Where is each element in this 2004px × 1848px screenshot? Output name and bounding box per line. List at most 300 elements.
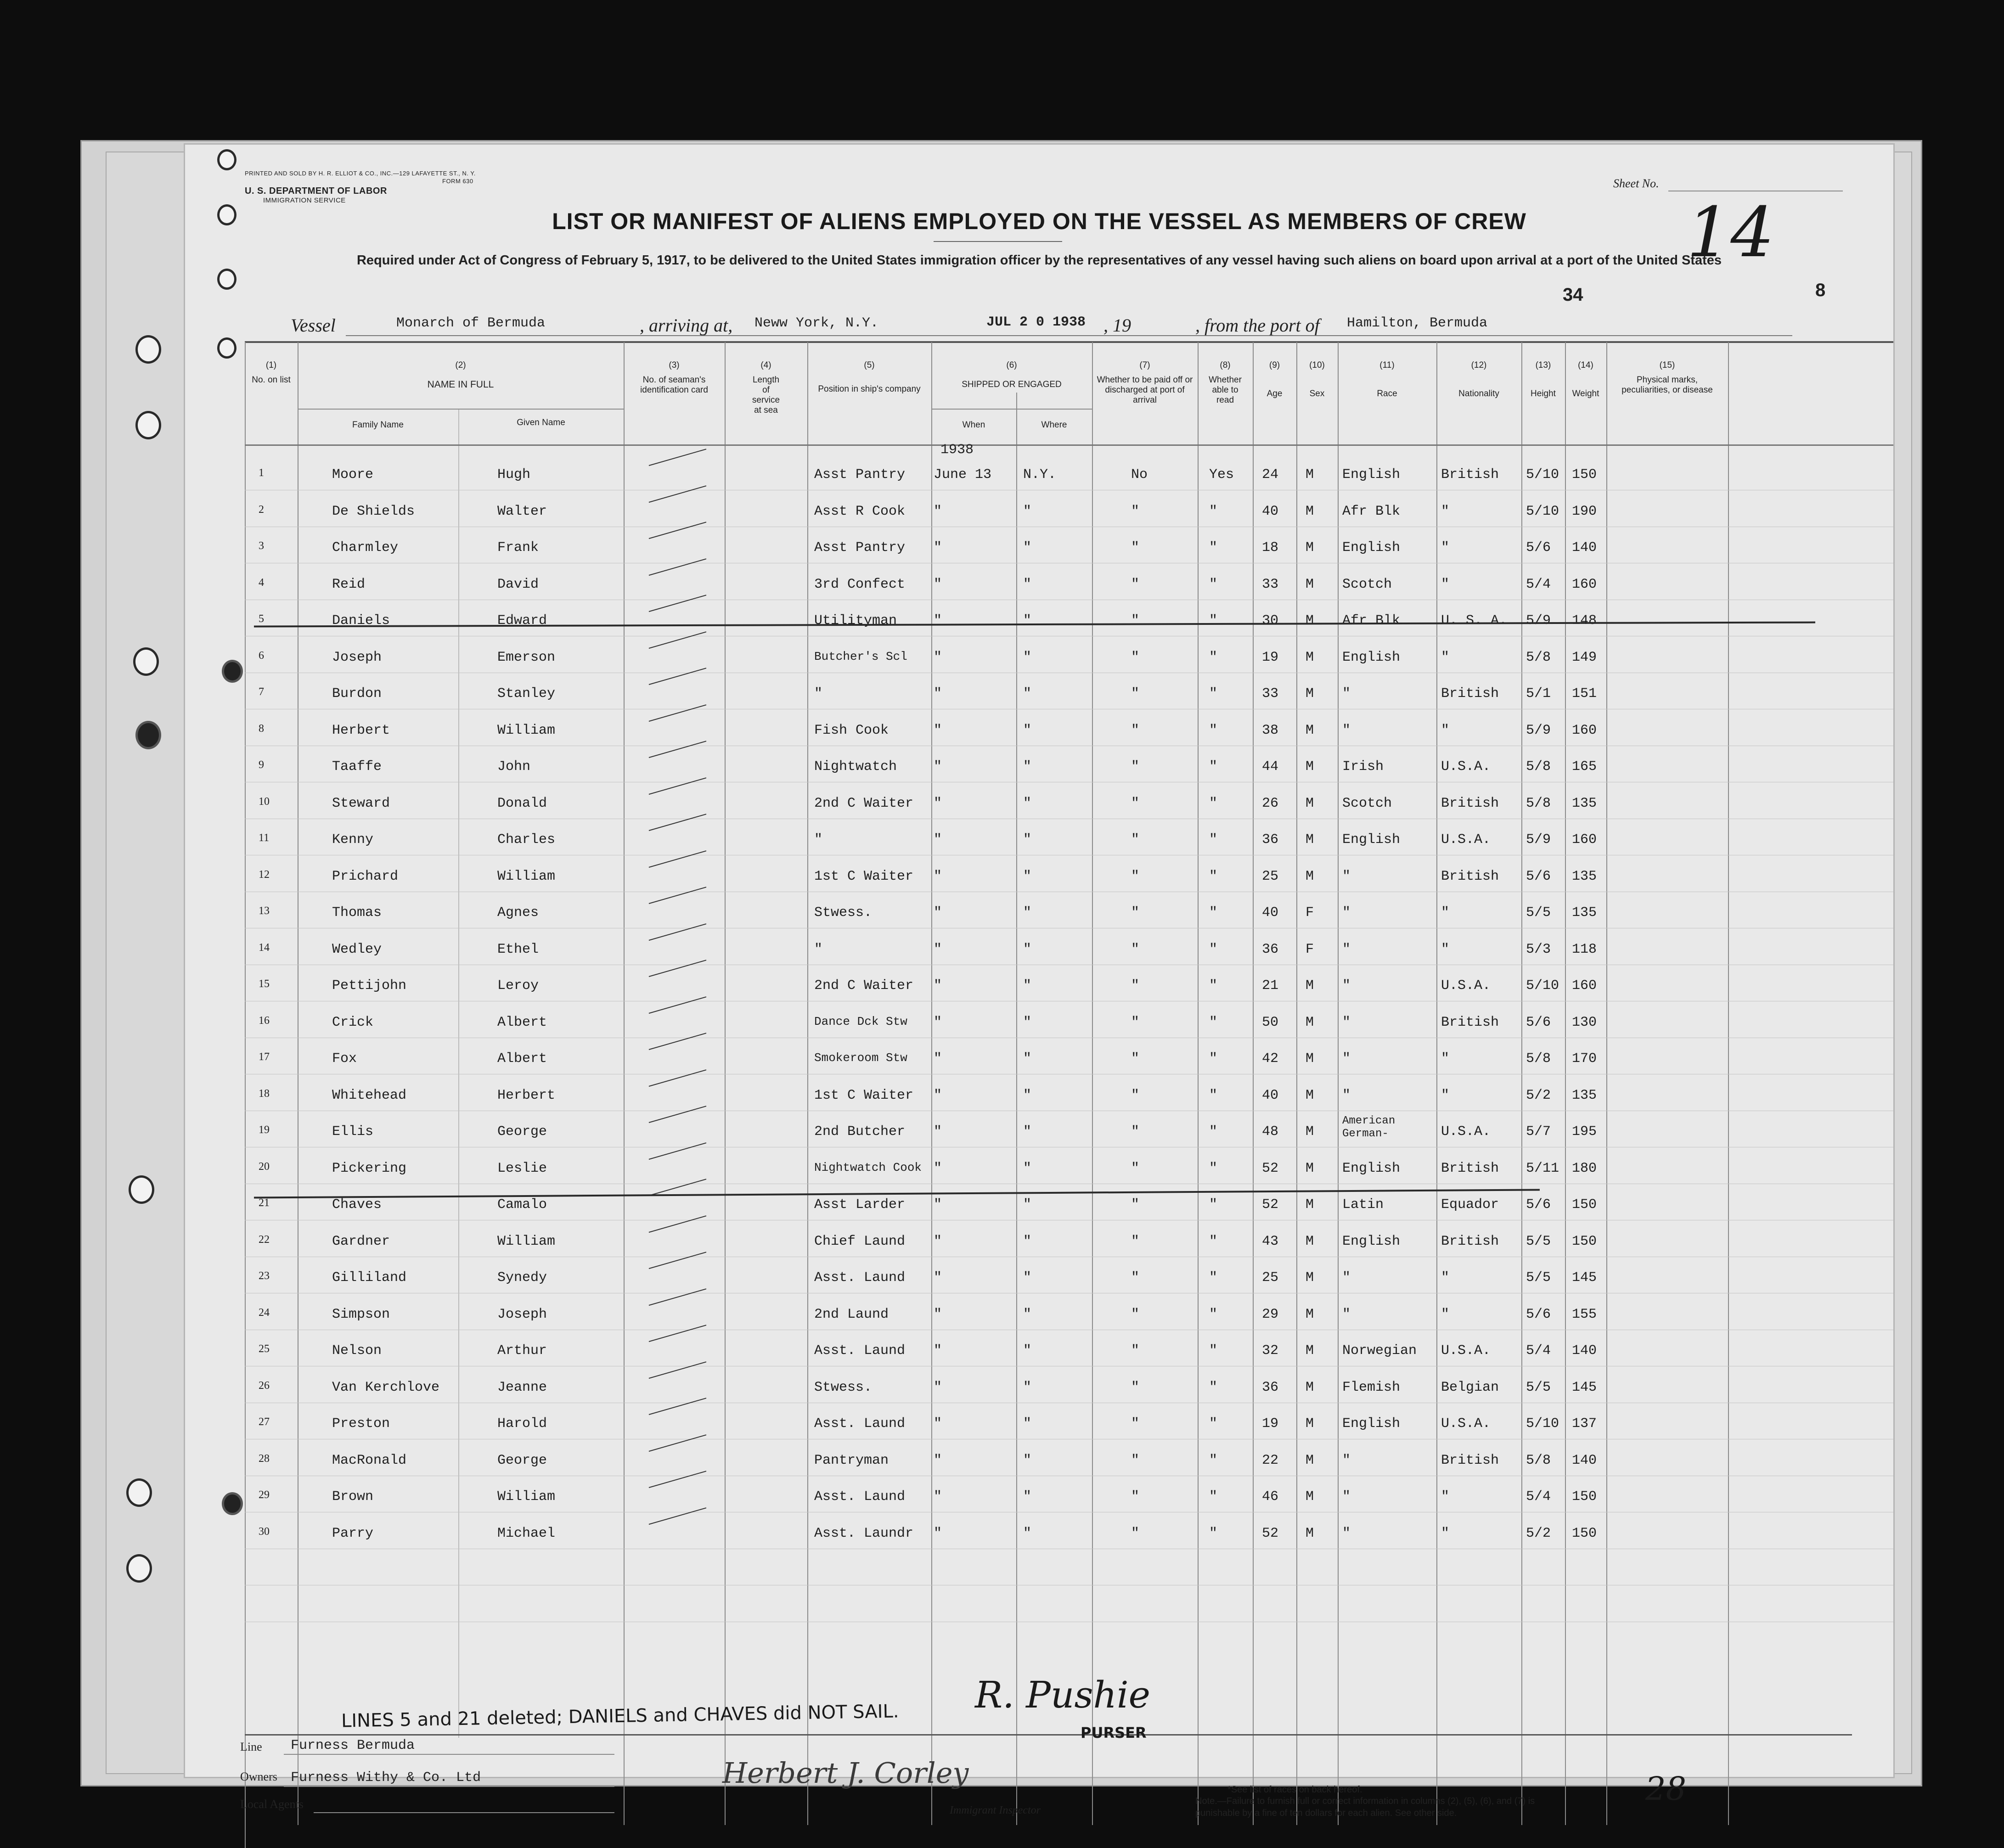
age: 52: [1262, 1160, 1279, 1176]
position: Asst. Laund: [814, 1489, 906, 1505]
row-number: 19: [259, 1124, 270, 1136]
shipped-where: ": [1023, 1489, 1032, 1505]
race: English: [1342, 1160, 1401, 1176]
age: 25: [1262, 1270, 1279, 1286]
race: ": [1342, 722, 1351, 738]
nationality: British: [1441, 686, 1499, 702]
given-name: Albert: [497, 1014, 547, 1030]
row-number: 10: [259, 795, 270, 808]
sex: M: [1306, 1379, 1314, 1395]
shipped-where: ": [1023, 1306, 1032, 1322]
family-name: Simpson: [332, 1306, 390, 1322]
sex: M: [1306, 868, 1314, 884]
given-name: Walter: [497, 503, 547, 519]
binder-hole: [135, 411, 161, 439]
paid-off: ": [1131, 1087, 1140, 1103]
able-to-read: ": [1209, 1087, 1218, 1103]
given-name: Michael: [497, 1525, 556, 1541]
able-to-read: ": [1209, 1014, 1218, 1030]
height: 5/11: [1526, 1160, 1559, 1176]
nationality: ": [1441, 576, 1450, 592]
age: 25: [1262, 868, 1279, 884]
position: 2nd C Waiter: [814, 978, 914, 994]
line-value: Furness Bermuda: [291, 1738, 415, 1753]
shipped-where: N.Y.: [1023, 467, 1057, 483]
able-to-read: ": [1209, 540, 1218, 556]
weight: 160: [1572, 576, 1597, 592]
races-note: *See list of races on back hereof.: [1227, 1785, 1362, 1795]
paid-off: ": [1131, 1525, 1140, 1541]
age: 44: [1262, 759, 1279, 775]
nationality: ": [1441, 540, 1450, 556]
col-number: (8): [1220, 360, 1231, 370]
col-label: Nationality: [1458, 389, 1499, 399]
race: Afr Blk: [1342, 613, 1401, 629]
age: 40: [1262, 503, 1279, 519]
race: Flemish: [1342, 1379, 1401, 1395]
paid-off: ": [1131, 1014, 1140, 1030]
height: 5/10: [1526, 978, 1559, 994]
sex: M: [1306, 576, 1314, 592]
family-name: Crick: [332, 1014, 374, 1030]
table-row: [185, 571, 1893, 599]
row-number: 4: [259, 576, 264, 589]
nationality: British: [1441, 868, 1499, 884]
shipped-when: ": [934, 832, 942, 848]
weight: 150: [1572, 1233, 1597, 1249]
position: 1st C Waiter: [814, 1087, 914, 1103]
sex: M: [1306, 1197, 1314, 1213]
page-title: LIST OR MANIFEST OF ALIENS EMPLOYED ON THE VESSEL AS MEMBERS OF CREW: [552, 208, 1526, 234]
paid-off: ": [1131, 832, 1140, 848]
family-name: Moore: [332, 467, 374, 483]
position: Asst Larder: [814, 1197, 906, 1213]
agents-label: Local Agents: [240, 1797, 304, 1811]
position: 2nd Butcher: [814, 1124, 906, 1140]
given-name: George: [497, 1452, 547, 1468]
binder-hole: [217, 337, 236, 359]
family-name: Daniels: [332, 613, 390, 629]
shipped-where: ": [1023, 1087, 1032, 1103]
height: 5/1: [1526, 686, 1551, 702]
nationality: U.S.A.: [1441, 978, 1491, 994]
race: English: [1342, 467, 1401, 483]
table-row: [185, 498, 1893, 526]
height: 5/10: [1526, 467, 1559, 483]
weight: 160: [1572, 832, 1597, 848]
shipped-when: ": [934, 503, 942, 519]
family-name: Thomas: [332, 905, 382, 921]
weight: 150: [1572, 1525, 1597, 1541]
nationality: ": [1441, 1087, 1450, 1103]
col-when: When: [962, 420, 985, 430]
nationality: British: [1441, 1160, 1499, 1176]
nationality: ": [1441, 649, 1450, 665]
able-to-read: ": [1209, 1124, 1218, 1140]
family-name: De Shields: [332, 503, 415, 519]
able-to-read: ": [1209, 1343, 1218, 1359]
height: 5/5: [1526, 905, 1551, 921]
nationality: Equador: [1441, 1197, 1499, 1213]
height: 5/6: [1526, 540, 1551, 556]
nationality: British: [1441, 1233, 1499, 1249]
weight: 135: [1572, 1087, 1597, 1103]
line-label: Line: [240, 1740, 262, 1753]
inspector-label: Immigrant Inspector: [950, 1804, 1041, 1816]
purser-signature: R. Pushie: [975, 1674, 1150, 1716]
shipped-when: ": [934, 1452, 942, 1468]
race: English: [1342, 1233, 1401, 1249]
sex: M: [1306, 1160, 1314, 1176]
shipped-when: ": [934, 1306, 942, 1322]
col-label: Height: [1531, 389, 1556, 399]
shipped-where: ": [1023, 1379, 1032, 1395]
table-row: [185, 790, 1893, 818]
age: 40: [1262, 1087, 1279, 1103]
race: ": [1342, 1270, 1351, 1286]
nationality: Belgian: [1441, 1379, 1499, 1395]
card-checkmark: [649, 449, 707, 466]
given-name: Leslie: [497, 1160, 547, 1176]
binder-hole: [217, 269, 236, 290]
row-number: 15: [259, 978, 270, 990]
weight: 118: [1572, 941, 1597, 957]
paid-off: ": [1131, 1343, 1140, 1359]
able-to-read: ": [1209, 868, 1218, 884]
able-to-read: ": [1209, 1270, 1218, 1286]
col-head-race: [1338, 360, 1436, 399]
position: Asst. Laundr: [814, 1525, 914, 1541]
table-row: [185, 1410, 1893, 1438]
weight: 148: [1572, 613, 1597, 629]
position: Butcher's Scl: [814, 649, 907, 663]
paid-off: ": [1131, 868, 1140, 884]
height: 5/6: [1526, 1014, 1551, 1030]
margin-mark: 28: [1645, 1770, 1687, 1808]
race: ": [1342, 941, 1351, 957]
row-number: 20: [259, 1160, 270, 1173]
position: ": [814, 686, 823, 702]
race: ": [1342, 1087, 1351, 1103]
able-to-read: ": [1209, 941, 1218, 957]
vessel-name: Monarch of Bermuda: [396, 315, 546, 331]
owners-label: Owners: [240, 1770, 277, 1783]
able-to-read: ": [1209, 1489, 1218, 1505]
table-row: [185, 607, 1893, 635]
col-number: (1): [265, 360, 277, 370]
row-number: 3: [259, 540, 264, 552]
table-row: [185, 1483, 1893, 1511]
race: English: [1342, 1416, 1401, 1432]
paid-off: ": [1131, 722, 1140, 738]
col-number: (11): [1379, 360, 1395, 370]
paid-off: ": [1131, 1160, 1140, 1176]
family-name: Ellis: [332, 1124, 374, 1140]
age: 46: [1262, 1489, 1279, 1505]
given-name: Harold: [497, 1416, 547, 1432]
col-label: Position in ship's company: [818, 384, 921, 394]
table-row: [185, 1264, 1893, 1292]
paid-off: ": [1131, 1051, 1140, 1067]
position: ": [814, 832, 823, 848]
age: 33: [1262, 686, 1279, 702]
nationality: U.S.A.: [1441, 1416, 1491, 1432]
able-to-read: ": [1209, 1379, 1218, 1395]
able-to-read: ": [1209, 1525, 1218, 1541]
nationality: ": [1441, 1270, 1450, 1286]
margin-number: 8: [1815, 280, 1826, 300]
weight: 130: [1572, 1014, 1597, 1030]
col-number: (3): [669, 360, 680, 370]
paid-off: ": [1131, 941, 1140, 957]
paid-off: ": [1131, 1379, 1140, 1395]
race: American German-: [1342, 1115, 1396, 1140]
nationality: U.S.A.: [1441, 1124, 1491, 1140]
height: 5/2: [1526, 1087, 1551, 1103]
table-row: [185, 1009, 1893, 1037]
paid-off: ": [1131, 759, 1140, 775]
shipped-when: ": [934, 1489, 942, 1505]
paid-off: ": [1131, 649, 1140, 665]
able-to-read: ": [1209, 503, 1218, 519]
shipped-where: ": [1023, 576, 1032, 592]
shipped-where: ": [1023, 1051, 1032, 1067]
height: 5/5: [1526, 1270, 1551, 1286]
able-to-read: ": [1209, 795, 1218, 811]
col-label: SHIPPED OR ENGAGED: [962, 380, 1062, 389]
age: 38: [1262, 722, 1279, 738]
race: ": [1342, 1051, 1351, 1067]
paid-off: ": [1131, 613, 1140, 629]
weight: 135: [1572, 905, 1597, 921]
race: ": [1342, 905, 1351, 921]
position: Nightwatch: [814, 759, 897, 775]
sex: M: [1306, 613, 1314, 629]
shipped-when: ": [934, 941, 942, 957]
given-name: William: [497, 1489, 556, 1505]
weight: 135: [1572, 868, 1597, 884]
family-name: Whitehead: [332, 1087, 407, 1103]
shipped-where: ": [1023, 503, 1032, 519]
col-head-height: [1521, 360, 1565, 399]
height: 5/6: [1526, 1197, 1551, 1213]
page-subtitle: Required under Act of Congress of February 5, 1917, to be delivered to the United States immigration officer by the representatives of any vessel having such aliens on board upon arrival at a port of the United States: [356, 253, 1722, 268]
given-name: William: [497, 722, 556, 738]
race: English: [1342, 649, 1401, 665]
position: Nightwatch Cook: [814, 1160, 922, 1174]
col-head-age: [1253, 360, 1296, 399]
shipped-when: ": [934, 1270, 942, 1286]
shipped-when: ": [934, 1087, 942, 1103]
height: 5/3: [1526, 941, 1551, 957]
age: 22: [1262, 1452, 1279, 1468]
col-head-nationality: [1436, 360, 1521, 399]
family-name: Gardner: [332, 1233, 390, 1249]
arriving-label: , arriving at,: [640, 315, 733, 336]
family-name: Parry: [332, 1525, 374, 1541]
race: ": [1342, 1306, 1351, 1322]
row-number: 9: [259, 759, 264, 771]
paid-off: ": [1131, 503, 1140, 519]
height: 5/10: [1526, 503, 1559, 519]
height: 5/2: [1526, 1525, 1551, 1541]
able-to-read: ": [1209, 978, 1218, 994]
given-name: Hugh: [497, 467, 531, 483]
paid-off: ": [1131, 795, 1140, 811]
table-row: [185, 1155, 1893, 1183]
col-given-name: Given Name: [517, 418, 565, 427]
paid-off: ": [1131, 1270, 1140, 1286]
shipped-where: ": [1023, 613, 1032, 629]
shipped-when: ": [934, 1197, 942, 1213]
age: 36: [1262, 1379, 1279, 1395]
col-label: No. on list: [252, 375, 291, 385]
col-number: (4): [760, 360, 771, 370]
family-name: Reid: [332, 576, 366, 592]
family-name: Prichard: [332, 868, 399, 884]
shipped-where: ": [1023, 649, 1032, 665]
shipped-when: ": [934, 1343, 942, 1359]
weight: 160: [1572, 722, 1597, 738]
weight: 145: [1572, 1379, 1597, 1395]
paid-off: ": [1131, 686, 1140, 702]
weight: 150: [1572, 467, 1597, 483]
row-number: 25: [259, 1343, 270, 1355]
shipped-when: ": [934, 1160, 942, 1176]
able-to-read: ": [1209, 905, 1218, 921]
position: Smokeroom Stw: [814, 1051, 907, 1065]
shipped-when: ": [934, 1416, 942, 1432]
shipped-where: ": [1023, 1343, 1032, 1359]
weight: 195: [1572, 1124, 1597, 1140]
able-to-read: ": [1209, 686, 1218, 702]
shipped-where: ": [1023, 540, 1032, 556]
sex: M: [1306, 722, 1314, 738]
footer-top-rule: [245, 1734, 1852, 1736]
height: 5/9: [1526, 613, 1551, 629]
age: 42: [1262, 1051, 1279, 1067]
weight: 137: [1572, 1416, 1597, 1432]
shipped-when: ": [934, 1014, 942, 1030]
sex: M: [1306, 832, 1314, 848]
height: 5/4: [1526, 1343, 1551, 1359]
sex: M: [1306, 1270, 1314, 1286]
height: 5/8: [1526, 795, 1551, 811]
able-to-read: ": [1209, 832, 1218, 848]
nationality: ": [1441, 1489, 1450, 1505]
family-name: Wedley: [332, 941, 382, 957]
col-label: Whether able to read: [1209, 375, 1242, 405]
age: 30: [1262, 613, 1279, 629]
sex: M: [1306, 649, 1314, 665]
col-head-service: [725, 360, 807, 416]
given-name: Leroy: [497, 978, 539, 994]
shipped-when: ": [934, 1525, 942, 1541]
col-family-name: Family Name: [352, 420, 404, 430]
family-name: Preston: [332, 1416, 390, 1432]
purser-label: PURSER: [1081, 1724, 1147, 1741]
height: 5/9: [1526, 832, 1551, 848]
position: Asst Pantry: [814, 467, 906, 483]
binder-hole: [135, 335, 161, 364]
row-number: 30: [259, 1525, 270, 1538]
nationality: U.S.A.: [1441, 832, 1491, 848]
shipped-where: ": [1023, 1233, 1032, 1249]
position: 2nd Laund: [814, 1306, 889, 1322]
arrival-date-stamp: JUL 2 0 1938: [986, 315, 1086, 330]
nationality: ": [1441, 1525, 1450, 1541]
age: 52: [1262, 1525, 1279, 1541]
given-name: William: [497, 1233, 556, 1249]
race: Afr Blk: [1342, 503, 1401, 519]
printer-line: PRINTED AND SOLD BY H. R. ELLIOT & CO., INC.—129 LAFAYETTE ST., N. Y.: [245, 170, 476, 177]
given-name: Donald: [497, 795, 547, 811]
paid-off: ": [1131, 576, 1140, 592]
position: ": [814, 941, 823, 957]
able-to-read: ": [1209, 576, 1218, 592]
shipped-where: ": [1023, 795, 1032, 811]
col-label: Length of service at sea: [752, 375, 780, 415]
table-row: [185, 461, 1893, 489]
arrival-port: Neww York, N.Y.: [754, 315, 879, 331]
col-number: (15): [1659, 360, 1675, 370]
family-name: Kenny: [332, 832, 374, 848]
position: Dance Dck Stw: [814, 1014, 907, 1028]
col-number: (14): [1578, 360, 1593, 370]
given-name: Charles: [497, 832, 556, 848]
weight: 165: [1572, 759, 1597, 775]
table-row: [185, 1045, 1893, 1073]
height: 5/7: [1526, 1124, 1551, 1140]
race: Irish: [1342, 759, 1384, 775]
shipped-where: ": [1023, 905, 1032, 921]
table-row: [185, 1447, 1893, 1475]
col-head-shipped: [931, 360, 1092, 390]
family-name: Charmley: [332, 540, 399, 556]
name-subrule: [298, 409, 624, 410]
able-to-read: ": [1209, 613, 1218, 629]
shipped-where: ": [1023, 1270, 1032, 1286]
position: Stwess.: [814, 905, 873, 921]
sex: M: [1306, 1416, 1314, 1432]
shipped-where: ": [1023, 1452, 1032, 1468]
shipped-when: ": [934, 978, 942, 994]
position: Asst. Laund: [814, 1416, 906, 1432]
table-row: [185, 717, 1893, 745]
sex: M: [1306, 795, 1314, 811]
able-to-read: ": [1209, 1416, 1218, 1432]
family-name: MacRonald: [332, 1452, 407, 1468]
given-name: Edward: [497, 613, 547, 629]
row-number: 24: [259, 1306, 270, 1319]
sex: M: [1306, 467, 1314, 483]
position: Utilityman: [814, 613, 897, 629]
race: ": [1342, 686, 1351, 702]
race: Latin: [1342, 1197, 1384, 1213]
row-number: 23: [259, 1270, 270, 1282]
nationality: ": [1441, 503, 1450, 519]
col-number: (13): [1535, 360, 1551, 370]
family-name: Gilliland: [332, 1270, 407, 1286]
table-row: [185, 1374, 1893, 1402]
family-name: Chaves: [332, 1197, 382, 1213]
able-to-read: ": [1209, 1051, 1218, 1067]
race: Scotch: [1342, 795, 1392, 811]
shipped-when: ": [934, 868, 942, 884]
binder-hole: [129, 1175, 154, 1204]
able-to-read: ": [1209, 1306, 1218, 1322]
vessel-line-rule: [346, 335, 1792, 336]
